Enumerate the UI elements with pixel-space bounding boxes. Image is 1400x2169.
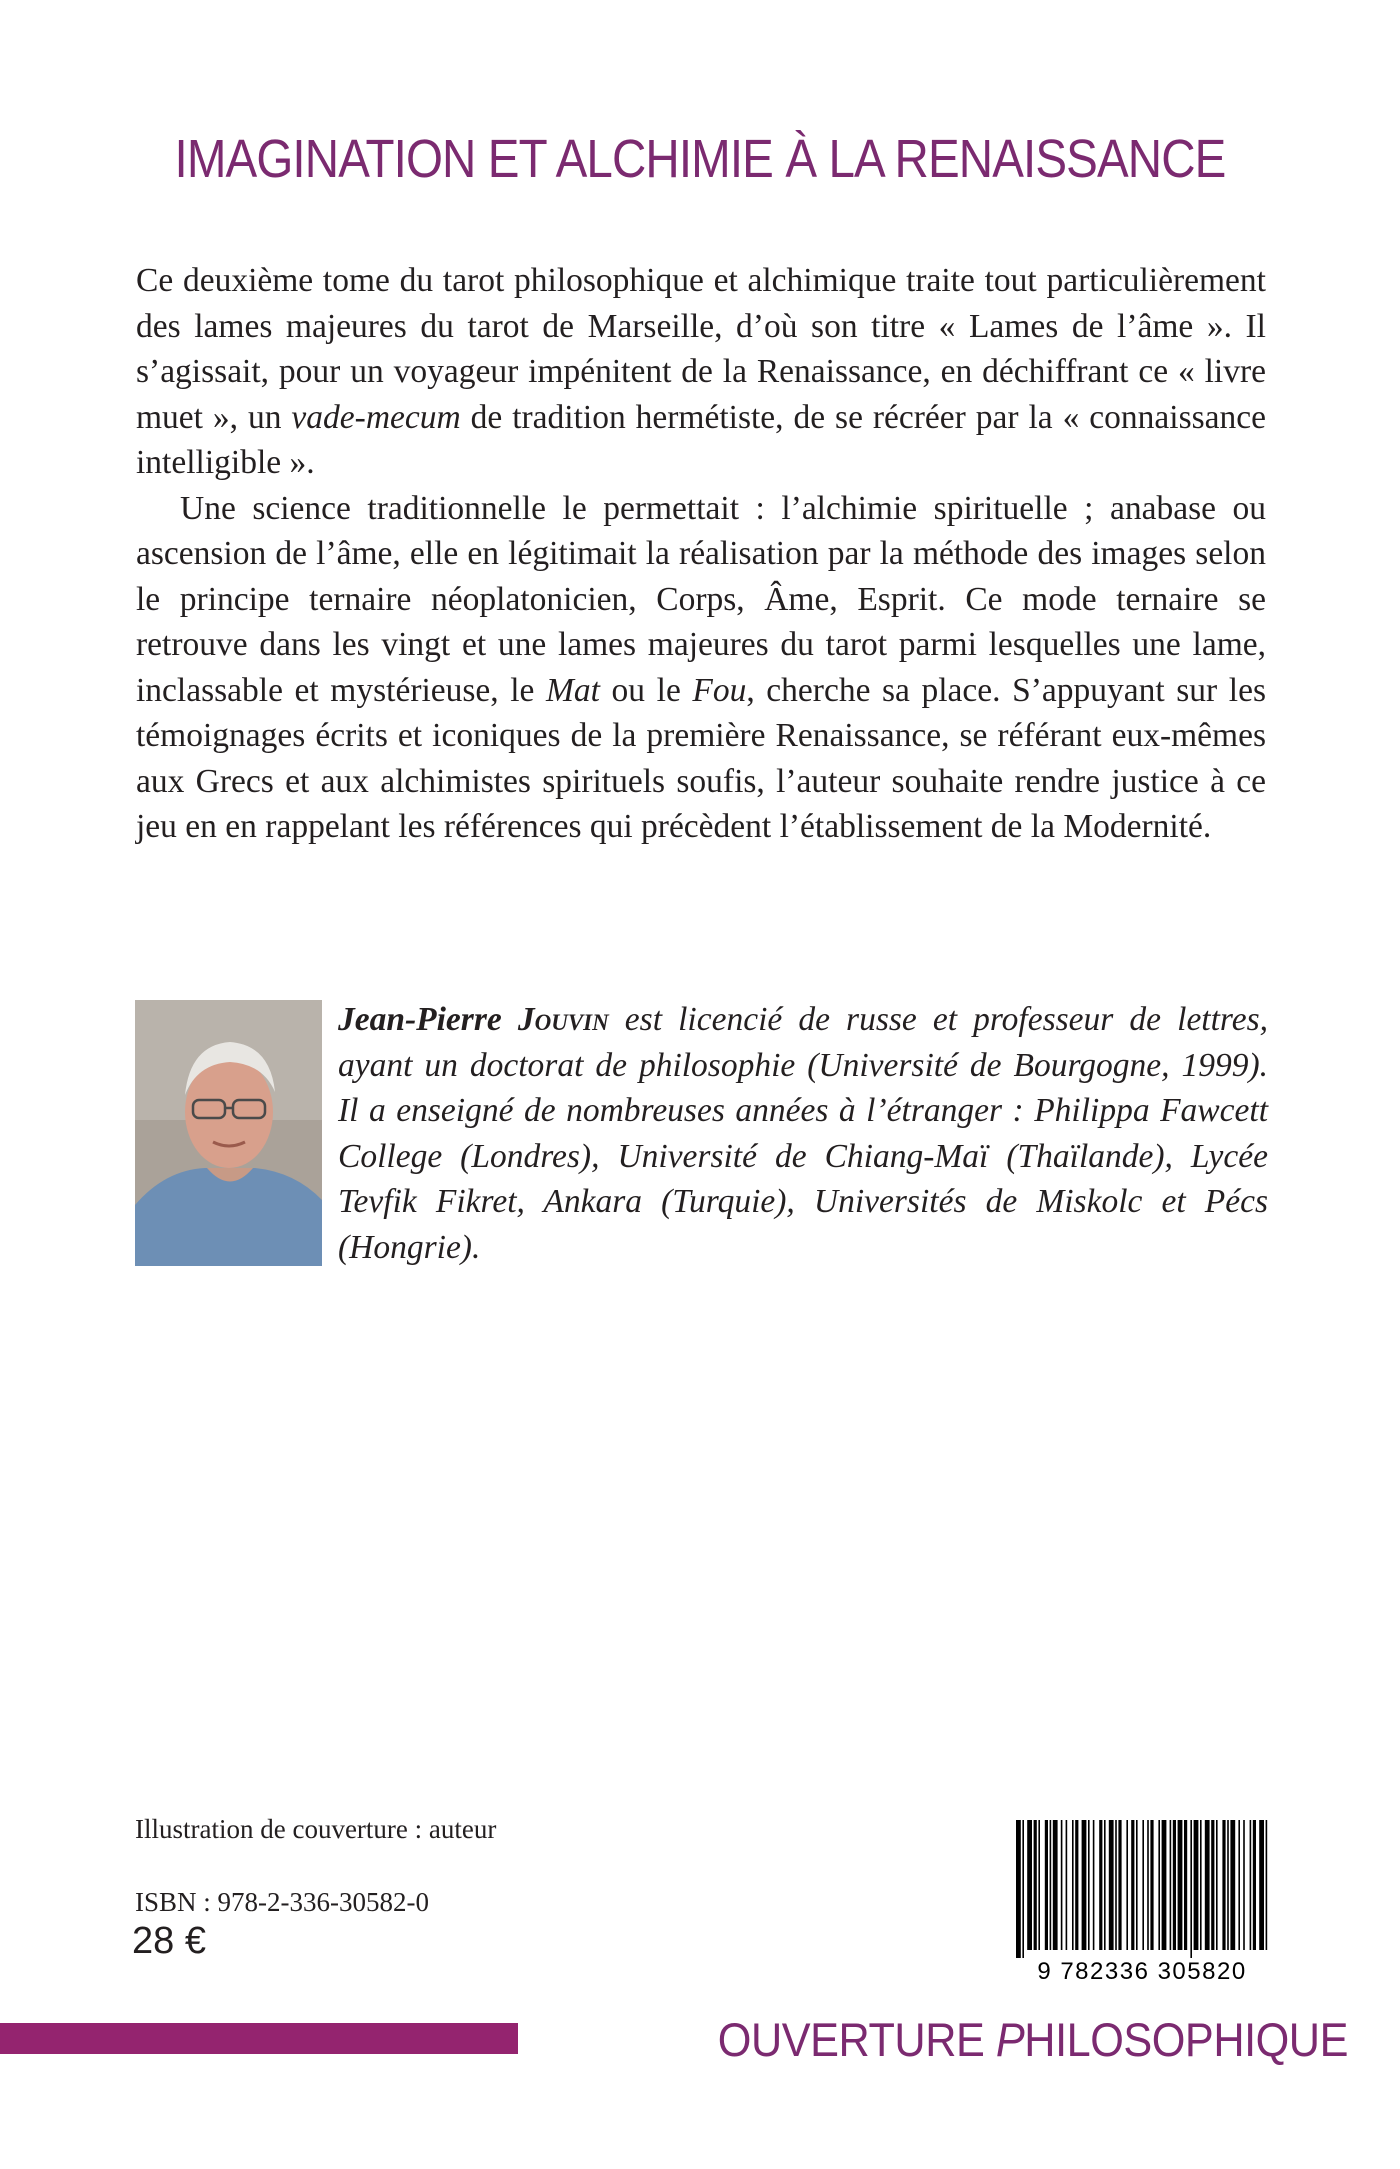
barcode-bars-icon xyxy=(1010,1820,1274,1958)
blurb-text: Une science traditionnelle le permettait : l’alchimie spirituelle ; anabase ou ascension de l’âme, elle en légitimait la réalisation par la méthode des images selon le principe ternaire néoplatonicien, Corps, Âme, Esprit. Ce mode ternaire se retrouve dans les vingt et une lames majeures du tarot parmi lesquelles une lame, inclassable et mystérieuse, le xyxy=(136,489,1266,709)
barcode-digits: 9 782336 305820 xyxy=(1037,1958,1247,1985)
isbn: ISBN : 978-2-336-30582-0 xyxy=(135,1887,429,1917)
barcode-bar xyxy=(1158,1820,1160,1950)
barcode-bar xyxy=(1066,1820,1068,1950)
barcode-bar xyxy=(1194,1820,1199,1950)
barcode-bar xyxy=(1075,1820,1078,1950)
barcode-bar xyxy=(1162,1820,1167,1950)
barcode-bar xyxy=(1184,1820,1187,1950)
price: 28 € xyxy=(132,1920,206,1962)
book-title: IMAGINATION ET ALCHIMIE À LA RENAISSANCE xyxy=(174,129,1226,189)
barcode-bar xyxy=(1222,1820,1225,1950)
barcode-bar xyxy=(1200,1820,1202,1950)
author-portrait-illustration xyxy=(135,1000,322,1266)
author-bio-paragraph xyxy=(338,997,1268,1270)
author-first-name: Jean-Pierre xyxy=(338,1001,502,1038)
blurb-paragraph-1 xyxy=(136,258,1266,486)
blurb-emphasis: Mat xyxy=(546,671,600,709)
barcode-bar xyxy=(1142,1820,1144,1950)
barcode-bar xyxy=(1072,1820,1074,1950)
illustration-credit: Illustration de couverture : auteur xyxy=(135,1814,497,1844)
barcode-bar xyxy=(1104,1820,1106,1950)
collection-name xyxy=(718,2012,1348,2067)
barcode-bar xyxy=(1250,1820,1252,1950)
barcode-bar xyxy=(1109,1820,1114,1950)
barcode-bar xyxy=(1150,1820,1153,1950)
collection-part-2: HILOSOPHIQUE xyxy=(1024,2013,1348,2066)
blurb-text: ou le xyxy=(599,671,693,709)
barcode-bar xyxy=(1038,1820,1040,1950)
barcode-bar xyxy=(1170,1820,1172,1950)
barcode-bar xyxy=(1253,1820,1256,1950)
collection-initial: P xyxy=(995,2013,1025,2066)
barcode-bar xyxy=(1022,1820,1024,1958)
barcode-bar xyxy=(1205,1820,1210,1950)
barcode-bar xyxy=(1115,1820,1117,1950)
barcode-bar xyxy=(1131,1820,1134,1950)
barcode-bar xyxy=(1259,1820,1264,1950)
barcode-bar xyxy=(1027,1820,1032,1950)
barcode-bar xyxy=(1093,1820,1095,1950)
barcode-bar xyxy=(1178,1820,1183,1950)
barcode-bar xyxy=(1216,1820,1218,1950)
barcode-bar xyxy=(1118,1820,1121,1950)
barcode-bar xyxy=(1053,1820,1058,1950)
author-photo xyxy=(135,1000,322,1266)
blurb-text: , cherche sa place. S’appuyant sur les témoignages écrits et iconiques de la première Renaissance, se référant eux-mêmes aux Grecs et aux alchimistes spirituels soufis, l’auteur souhaite rendre justice à ce jeu en en rappelant les références qui précèdent l’établissement de la Modernité. xyxy=(136,671,1266,845)
blurb-emphasis: vade-mecum xyxy=(291,398,461,436)
barcode-bar xyxy=(1034,1820,1037,1950)
barcode-bar xyxy=(1061,1820,1063,1950)
barcode-bar xyxy=(1227,1820,1229,1950)
blurb-paragraph-2 xyxy=(136,486,1266,850)
author-bio-text: est licencié de russe et professeur de lettres, ayant un doctorat de philosophie (Université de Bourgogne, 1999). Il a enseigné de nombreuses années à l’étranger : Philippa Fawcett College (Londres), Université de Chiang-Maï (Thaïlande), Lycée Tevfik Fikret, Ankara (Turquie), Universités de Miskolc et Pécs (Hongrie). xyxy=(338,1001,1268,1266)
blurb-emphasis: Fou xyxy=(692,671,747,709)
collection-bar xyxy=(0,2023,518,2054)
barcode-bar xyxy=(1266,1820,1268,1950)
barcode-bar xyxy=(1045,1820,1048,1950)
barcode-bar xyxy=(1016,1820,1021,1958)
barcode-bar xyxy=(1050,1820,1052,1950)
barcode-bar xyxy=(1190,1820,1192,1958)
barcode xyxy=(1010,1820,1274,1985)
blurb-text: Ce deuxième tome du tarot philosophique et alchimique traite tout particulièrement des lames majeures du tarot de Marseille, d’où son titre « Lames de l’âme ». Il s’agissait, pour un voyageur impénitent de la Renaissance, en déchiffrant ce « livre muet », un xyxy=(136,262,1266,436)
barcode-bar xyxy=(1238,1820,1240,1950)
barcode-bar xyxy=(1082,1820,1087,1950)
barcode-bar xyxy=(1136,1820,1138,1950)
author-last-name: Jouvin xyxy=(517,1001,609,1038)
collection-part-1: OUVERTURE xyxy=(717,2013,996,2066)
barcode-bar xyxy=(1099,1820,1102,1950)
barcode-bar xyxy=(1126,1820,1128,1950)
barcode-bar xyxy=(1147,1820,1149,1950)
barcode-bar xyxy=(1211,1820,1214,1950)
blurb-text: de tradition hermétiste, de se récréer par la « connaissance intelligible ». xyxy=(136,398,1266,481)
back-cover-blurb xyxy=(136,258,1266,850)
barcode-bar xyxy=(1243,1820,1245,1950)
author-biography xyxy=(338,997,1268,1270)
barcode-bar xyxy=(1230,1820,1235,1950)
barcode-bar xyxy=(1173,1820,1176,1950)
barcode-bar xyxy=(1088,1820,1090,1950)
